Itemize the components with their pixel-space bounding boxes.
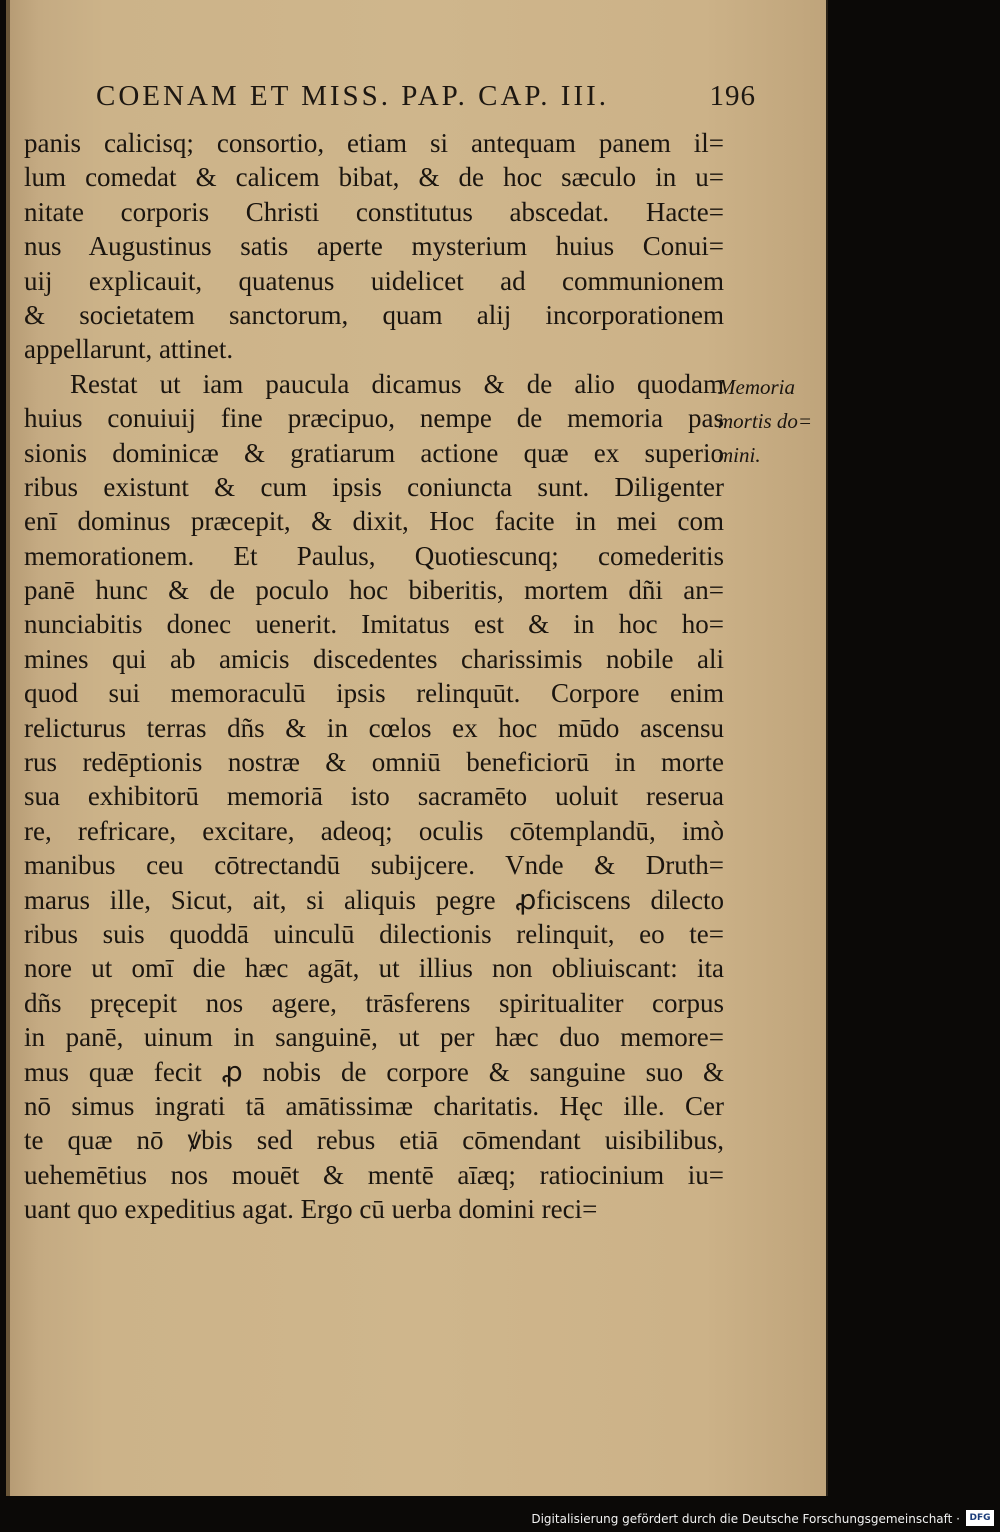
text-line: nunciabitis donec uenerit. Imitatus est & in hoc ho=: [24, 609, 724, 640]
text-line: mus quæ fecit ꝓ nobis de corpore & sanguine suo &: [24, 1056, 724, 1087]
margin-note-line: mini.: [718, 443, 761, 467]
text-line: nitate corporis Christi constitutus abscedat. Hacte=: [24, 196, 724, 227]
text-line: marus ille, Sicut, ait, si aliquis pegre ꝓficiscens dilecto: [24, 884, 724, 915]
running-head-title: COENAM ET MISS. PAP. CAP. III.: [96, 80, 610, 112]
text-line: ribus existunt & cum ipsis coniuncta sunt. Diligenter: [24, 471, 724, 502]
text-line: & societatem sanctorum, quam alij incorporationem: [24, 299, 724, 330]
text-line: rus redēptionis nostræ & omniū beneficiorū in morte: [24, 747, 724, 778]
text-line: nore ut omī die hæc agāt, ut illius non obliuiscant: ita: [24, 953, 724, 984]
text-line: uant quo expeditius agat. Ergo cū uerba domini reci=: [24, 1194, 598, 1225]
text-line: nō simus ingrati tā amātissimæ charitatis. Hęc ille. Cer: [24, 1090, 724, 1121]
margin-note: [718, 370, 812, 472]
text-line: manibus ceu cōtrectandū subijcere. Vnde & Druth=: [24, 850, 724, 881]
text-line: uij explicauit, quatenus uidelicet ad communionem: [24, 265, 724, 296]
text-line: te quæ nō ꝟbis sed rebus etiā cōmendant uisibilibus,: [24, 1125, 724, 1156]
text-line: panē hunc & de poculo hoc biberitis, mortem dñi an=: [24, 575, 724, 606]
text-line: sua exhibitorū memoriā isto sacramēto uoluit reserua: [24, 781, 724, 812]
text-line: memorationem. Et Paulus, Quotiescunq; comederitis: [24, 540, 724, 571]
text-line: Restat ut iam paucula dicamus & de alio quodam: [70, 368, 724, 399]
text-line: mines qui ab amicis discedentes charissimis nobile ali: [24, 643, 724, 674]
running-head: [96, 80, 756, 120]
text-line: nus Augustinus satis aperte mysterium huius Conui=: [24, 231, 724, 262]
text-line: appellarunt, attinet.: [24, 334, 234, 365]
text-line: enī dominus præcepit, & dixit, Hoc facite in mei com: [24, 506, 724, 537]
text-line: ribus suis quoddā uinculū dilectionis relinquit, eo te=: [24, 918, 724, 949]
text-line: relicturus terras dñs & in cœlos ex hoc mūdo ascensu: [24, 712, 724, 743]
page-number: 196: [709, 80, 756, 112]
book-page: [6, 0, 828, 1496]
text-line: in panē, uinum in sanguinē, ut per hæc duo memore=: [24, 1022, 724, 1053]
page-gutter-edge: [6, 0, 10, 1496]
text-line: re, refricare, excitare, adeoq; oculis cōtemplandū, imò: [24, 815, 724, 846]
body-text: [24, 126, 724, 1227]
margin-note-line: mortis do=: [718, 409, 813, 433]
text-line: uehemētius nos mouēt & mentē aīæq; ratiocinium iu=: [24, 1159, 724, 1190]
text-line: dñs pręcepit nos agere, trāsferens spiritualiter corpus: [24, 987, 724, 1018]
text-line: sionis dominicæ & gratiarum actione quæ ex superio: [24, 437, 724, 468]
margin-note-line: Memoria: [718, 375, 795, 399]
text-line: huius conuiuij fine præcipuo, nempe de memoria pas: [24, 403, 724, 434]
dfg-logo: DFG: [966, 1510, 994, 1526]
text-line: lum comedat & calicem bibat, & de hoc sæculo in u=: [24, 162, 724, 193]
digitization-credit: Digitalisierung gefördert durch die Deutsche Forschungsgemeinschaft ·: [531, 1512, 960, 1526]
text-line: quod sui memoraculū ipsis relinquūt. Corpore enim: [24, 678, 724, 709]
text-line: panis calicisq; consortio, etiam si antequam panem il=: [24, 128, 724, 158]
